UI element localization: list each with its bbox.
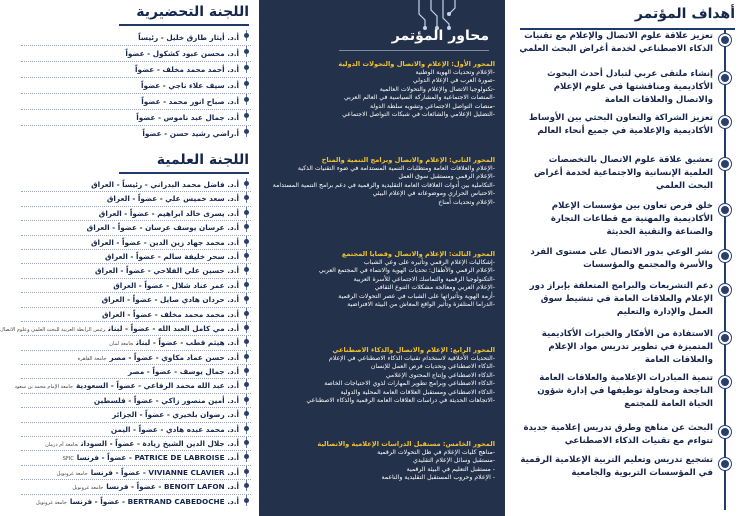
axis-topic: -الإعلام الرقمي ومستقبل سوق العمل — [398, 173, 495, 181]
goal-bullet-icon — [719, 72, 731, 84]
goal-text: نشر الوعي بدور الاتصال على مستوى الفرد والأسرة والمجتمع والمؤسسات — [530, 247, 713, 270]
member-name: أ.د. هيثم قطب - عضواً - لبنان — [136, 338, 239, 348]
axis-topic: -الإعلام وتحديات أمناخ — [438, 198, 495, 206]
axis-block — [269, 156, 495, 207]
member-bullet-icon — [244, 210, 249, 215]
axis-topic: -مناهج كليات الإعلام في ظل التحولات الرقمية — [377, 449, 495, 456]
axis-topic: -التحديات الأخلاقية لاستخدام تقنيات الذكاء الاصطناعي في الإعلام — [328, 355, 495, 362]
goal-bullet-icon — [719, 284, 731, 296]
member-name: أ.د. جمال يوسف - عضواً - مصر — [128, 367, 239, 377]
goal-text: البحث عن مناهج وطرق تدريس إعلامية جديدة تتواءم مع تقنيات الذكاء الاصطناعي — [523, 423, 713, 446]
member-bullet-icon — [244, 296, 249, 301]
axis-topic: -صورة العرب في الإعلام الدولي — [412, 77, 495, 85]
member-affiliation: جامعة القاهرة — [77, 355, 107, 362]
member-name: أ.د. سعد خميس علي - عضواً - العراق — [106, 194, 239, 204]
goal-text: تعزيز علاقة علوم الاتصال والإعلام مع تقنيات الذكاء الاصطناعي لخدمة أغراض البحث العلمي — [519, 31, 713, 54]
member-bullet-icon — [244, 339, 249, 344]
goal-bullet-icon — [719, 332, 731, 344]
committee-member — [21, 480, 251, 494]
goal-bullet-icon — [719, 376, 731, 388]
member-name: أ.د. محمد جهاد زين الدين - عضواً - العراق — [90, 237, 239, 247]
axis-topic: - مستقبل التعليم في البيئة الرقمية — [406, 465, 495, 473]
member-name: أ.د. أحمد محمد مخلف - عضواً — [135, 65, 239, 74]
member-name: أ.د. يسرى خالد ابراهيم - عضواً - العراق — [98, 208, 239, 218]
axis-topic: -التضليل الإعلامي والشائعات في شبكات التواصل الاجتماعي — [342, 111, 495, 119]
member-bullet-icon — [244, 195, 249, 200]
sci-committee-rule — [119, 172, 249, 174]
sci-committee-title: اللجنة العلمية — [156, 152, 249, 168]
axis-block — [269, 250, 495, 309]
committee-member — [21, 236, 251, 250]
prep-committee-title: اللجنة التحضيرية — [136, 4, 249, 20]
axis-topic: - الإعلام وحروب المستقبل التقليدية والناعمة — [381, 474, 495, 482]
goals-timeline-line — [724, 30, 726, 510]
committee-member — [21, 466, 251, 480]
axis-title: المحور الثاني: الإعلام والاتصال وبرامج التنمية والمناخ — [321, 156, 495, 164]
axis-block — [269, 60, 495, 119]
member-name: أ.د. VIVIANNE CLAVIER - عضواً - فرنسا — [90, 467, 239, 477]
axis-topic: -الذكاء الاصطناعي وبرامج تطوير المهارات لذوي الاحتياجات الخاصة — [324, 380, 495, 388]
member-bullet-icon — [244, 113, 249, 118]
goals-column — [505, 0, 745, 516]
committee-member — [21, 437, 251, 451]
member-bullet-icon — [244, 33, 249, 38]
member-name: أ.د. عرسان يوسف عرسان - عضواً - العراق — [86, 223, 239, 233]
committee-member — [21, 30, 251, 46]
member-name: أ.د. مي كامل العبد الله - عضواً - لبنان — [108, 323, 239, 333]
goal-text: تعزيز الشراكة والتعاون البحثي بين الأوساط الأكاديمية والإعلامية في جميع أنحاء العالم — [529, 113, 713, 136]
axis-topic: -الذكاء الاصطناعي وتحديات فرص العمل للإنسان — [370, 363, 495, 371]
axis-topic: -الدراما المتلفزة وتأثير الواقع المعاش من البيئة الافتراضية — [347, 301, 495, 309]
member-affiliation: جامعة الإمام محمد بن سعود — [14, 384, 73, 391]
member-affiliation: جامعة غرونوبل — [72, 485, 104, 492]
axis-topic: -منصات التواصل الاجتماعي وتشويه سلطة الدولة — [369, 102, 495, 110]
member-bullet-icon — [244, 498, 249, 503]
axis-topic: -إشكاليات الإعلام الرقمي وتأثيره على وعي الشباب — [363, 259, 495, 266]
axis-title: المحور الرابع: الإعلام والاتصال والذكاء الاصطناعي — [332, 346, 495, 354]
member-bullet-icon — [244, 224, 249, 229]
committee-member — [21, 293, 251, 307]
goal-bullet-icon — [719, 116, 731, 128]
member-name: أ.د. BENOIT LAFON - عضواً - فرنسا — [106, 482, 239, 492]
committee-member — [21, 408, 251, 422]
member-name: أ.د. جلال الدين الشيخ زيادة - عضواً - السودان — [80, 439, 239, 449]
member-bullet-icon — [244, 81, 249, 86]
member-bullet-icon — [244, 282, 249, 287]
member-name: أ.د. محسن عبود كشكول - عضواً — [125, 49, 239, 58]
goal-text: تنمية المبادرات الإعلامية والعلاقات العامة الناجحة ومحاولة توظيفها في إدارة شؤون الحياة العامة للمجتمع — [537, 373, 713, 409]
member-bullet-icon — [244, 97, 249, 102]
goal-bullet-icon — [719, 34, 731, 46]
goal-text: إنشاء ملتقى عربي لتبادل أحدث البحوث الأكاديمية ومناقشتها في علوم الإعلام والاتصال والعلاقات العامة — [547, 69, 713, 105]
committee-member — [21, 126, 251, 142]
goal-text: تعشيق علاقة علوم الاتصال بالتخصصات العلمية الإنسانية والاجتماعية لخدمة أغراض البحث العلمي — [533, 155, 713, 191]
committee-member — [21, 192, 251, 206]
axis-topic: -تكنولوجيا الاتصال والإعلام والتحولات العالمية — [379, 85, 495, 93]
goal-bullet-icon — [719, 158, 731, 170]
member-name: أ.د. صباح انور محمد - عضواً — [141, 97, 239, 106]
committee-member — [21, 110, 251, 126]
axis-title: المحور الثالث: الإعلام والاتصال وقضايا المجتمع — [341, 250, 495, 258]
member-name: أ.د. جمال عبد ناموس - عضواً — [136, 113, 239, 122]
member-name: أ.د. عمر عناد شلال - عضواً - العراق — [113, 280, 239, 290]
goals-title: أهداف المؤتمر — [634, 6, 735, 22]
axis-topic: -الاتجاهات الحديثة في دراسات العلاقات العامة الرقمية والذكاء الاصطناعي — [306, 397, 495, 405]
member-bullet-icon — [244, 65, 249, 70]
committee-member — [21, 308, 251, 322]
member-name: أ.د. BERTRAND CABEDOCHE - عضواً - فرنسا — [69, 496, 239, 506]
axis-topic: -الذكاء الاصطناعي وإنتاج المحتوى الإعلامي — [385, 371, 495, 379]
committees-column — [0, 0, 259, 516]
committee-member — [21, 94, 251, 110]
goal-bullet-icon — [719, 204, 731, 216]
committee-member — [14, 379, 251, 393]
member-bullet-icon — [244, 368, 249, 373]
axis-topic: -التكاملية بين أدوات العلاقات العامة التقليدية والرقمية في دعم برامج التنمية المستدامة — [272, 181, 495, 189]
member-name: أ.د. سيف علاء ناجي - عضواً — [141, 81, 239, 90]
member-bullet-icon — [244, 253, 249, 258]
member-bullet-icon — [244, 181, 249, 186]
member-name: أ.د. حردان هادي صايل - عضواً - العراق — [101, 295, 239, 305]
goal-text: دعم التشريعات والبرامج المتعلقة بإبراز دور الإعلام والعلاقات العامة في تنشيط سوق العمل والإدارة والتعليم — [529, 281, 713, 317]
member-affiliation: جامعة غرونوبل — [35, 499, 67, 506]
axes-title: محاور المؤتمر — [391, 28, 489, 44]
member-name: أ.د. محمد محمد مخلف - عضواً - العراق — [101, 309, 239, 319]
member-bullet-icon — [244, 382, 249, 387]
axis-topic: -الإعلام وتحديات الهوية الوطنية — [415, 69, 495, 76]
goal-text: تشجيع تدريس وتعليم التربية الإعلامية الرقمية في المؤسسات التربوية والجامعية — [520, 455, 713, 478]
member-bullet-icon — [244, 49, 249, 54]
member-name: أ.راضي رشيد حسن - عضواً — [142, 129, 239, 138]
committee-member — [21, 279, 251, 293]
goals-timeline — [517, 30, 731, 510]
member-name: أ.د. أيثار طارق خليل - رئيساً — [138, 33, 239, 42]
member-bullet-icon — [244, 397, 249, 402]
committee-member — [21, 394, 251, 408]
member-bullet-icon — [244, 267, 249, 272]
axis-topic: -الذكاء الاصطناعي ومستقبل العلاقات العامة المحلية والدولية — [340, 388, 495, 396]
member-affiliation: رئيس الرابطة العربية للبحث العلمي وعلوم الاتصال — [0, 326, 106, 333]
member-bullet-icon — [244, 239, 249, 244]
member-bullet-icon — [244, 454, 249, 459]
axis-title: المحور الأول: الإعلام والاتصال والتحولات الدولية — [338, 60, 495, 68]
committee-member — [21, 336, 251, 350]
member-name: أ.د. حسين علي الفلاحي - عضواً - العراق — [94, 266, 239, 276]
axis-topic: -الاحتباس الحراري وموضوعاته في الإعلام البيئي — [372, 190, 495, 198]
circuit-decoration-icon — [409, 0, 469, 30]
committee-member — [21, 365, 251, 379]
axis-title: المحور الخامس: مستقبل الدراسات الإعلامية والاتصالية — [317, 440, 495, 448]
goal-bullet-icon — [719, 250, 731, 262]
member-name: أ.د. محمد عبده هادي - عضواً - اليمن — [110, 424, 239, 434]
axis-topic: -المنصات الاجتماعية والمشاركة السياسية في العالم العربي — [344, 94, 495, 102]
committee-member — [0, 322, 251, 336]
committee-member — [21, 451, 251, 465]
goal-text: خلق فرص تعاون بين مؤسسات الإعلام الأكاديمية والمهنية مع قطاعات التجارة والصناعة والتقنية الحديثة — [550, 201, 713, 237]
axis-block — [269, 346, 495, 405]
committee-member — [21, 46, 251, 62]
committee-member — [21, 250, 251, 264]
member-bullet-icon — [244, 311, 249, 316]
member-affiliation: SFIC — [62, 456, 74, 463]
goal-bullet-icon — [719, 458, 731, 470]
committee-member — [21, 423, 251, 437]
axes-column — [259, 0, 505, 516]
member-bullet-icon — [244, 325, 249, 330]
goals-header — [535, 6, 735, 28]
committee-member — [21, 221, 251, 235]
member-bullet-icon — [244, 129, 249, 134]
member-affiliation: جامعة أم درمان — [45, 442, 78, 449]
axis-topic: -مستقبل وسائل الإعلام التقليدي — [412, 457, 495, 465]
committee-member — [21, 207, 251, 221]
member-bullet-icon — [244, 411, 249, 416]
member-name: أ.د. سحر خليفة سالم - عضواً - العراق — [104, 251, 239, 261]
sci-committee-list — [0, 178, 251, 509]
committee-member — [21, 351, 251, 365]
committee-member — [21, 495, 251, 509]
prep-committee-list — [21, 30, 251, 142]
axis-topic: -أزمة الهوية وتأثيراتها على الشباب في عصر التحولات الرقمية — [338, 292, 495, 300]
axis-topic: -الإعلام الرقمي والأطفال: تحديات الهوية والانتماء في المجتمع العربي — [318, 267, 495, 275]
axis-topic: -الإعلام العربي ومعالجة مشكلات التنوع الثقافي — [374, 284, 495, 292]
member-name: أ.د. أمين منصور زاكي - عضواً - فلسطين — [93, 395, 239, 405]
member-bullet-icon — [244, 483, 249, 488]
goal-bullet-icon — [719, 426, 731, 438]
axis-topic: -التكنولوجيا الرقمية والتماسك الاجتماعي للأسرة العربية — [353, 275, 495, 283]
prep-committee-rule — [119, 24, 249, 26]
committee-member — [21, 62, 251, 78]
axis-block — [269, 440, 495, 483]
axes-title-rule — [339, 50, 489, 51]
goal-text: الاستفادة من الأفكار والخبرات الأكاديمية المتميزة في تطوير تدريس مواد الإعلام والعلاقات العامة — [541, 329, 713, 365]
committee-member — [21, 78, 251, 94]
member-name: أ.د. رضوان بلخيري - عضواً - الجزائر — [112, 410, 239, 420]
member-bullet-icon — [244, 354, 249, 359]
member-bullet-icon — [244, 469, 249, 474]
member-name: أ.د. PATRICE DE LABROISE - عضواً - فرنسا — [76, 453, 239, 463]
committee-member — [21, 178, 251, 192]
axis-topic: -الإعلام والعلاقات العامة ومتطلبات التنمية المستدامة في ضوء التقنيات الذكية — [297, 165, 495, 172]
member-bullet-icon — [244, 440, 249, 445]
member-name: أ.د. فاضل محمد البدراني - رئيساً - العراق — [91, 180, 239, 189]
member-bullet-icon — [244, 426, 249, 431]
committee-member — [21, 264, 251, 278]
member-name: أ.د. حسن عماد مكاوي - عضواً - مصر — [109, 352, 239, 362]
member-name: أ.د. عبد الله محمد الرفاعي - عضواً - السعودية — [75, 381, 239, 391]
member-affiliation: جامعة لبنان — [109, 341, 134, 348]
member-affiliation: جامعة غرونوبل — [56, 470, 88, 477]
